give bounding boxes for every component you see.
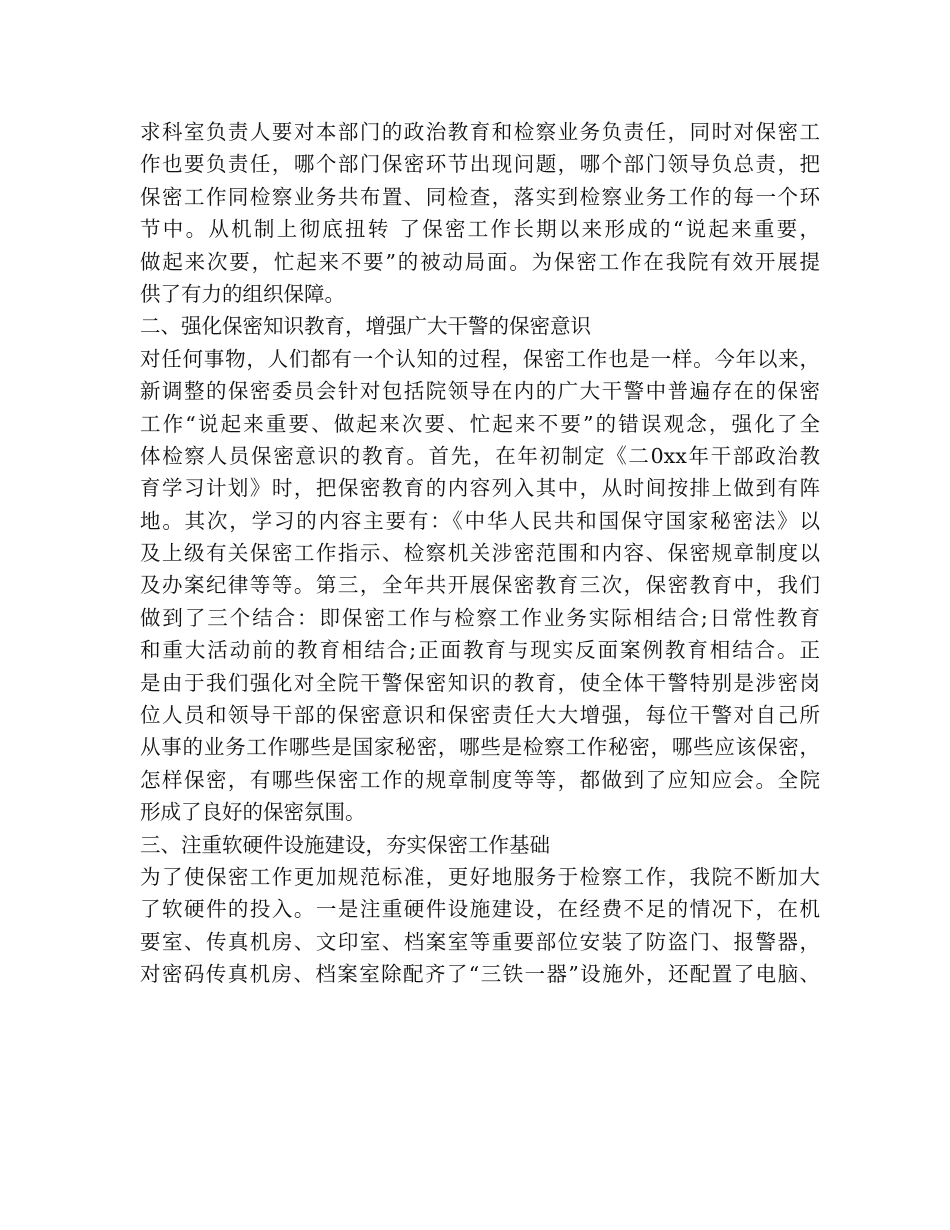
text-line-1: 求科室负责人要对本部门的政治教育和检察业务负责任，同时对保密工: [140, 120, 820, 144]
text-line-21: 怎样保密，有哪些保密工作的规章制度等等，都做到了应知应会。全院: [140, 767, 820, 792]
text-line-3: 保密工作同检察业务共布置、同检查，落实到检察业务工作的每一个环: [140, 184, 820, 209]
text-line-11: 体检察人员保密意识的教育。首先，在年初制定《二0xx年干部政治教: [140, 443, 820, 468]
text-line-26: 要室、传真机房、文印室、档案室等重要部位安装了防盗门、报警器，: [140, 929, 820, 954]
text-line-12: 育学习计划》时，把保密教育的内容列入其中，从时间按排上做到有阵: [140, 476, 820, 501]
text-line-4: 节中。从机制上彻底扭转 了保密工作长期以来形成的“说起来重要，: [140, 217, 820, 242]
text-line-2: 作也要负责任，哪个部门保密环节出现问题，哪个部门领导负总责，把: [140, 152, 820, 177]
text-line-27: 对密码传真机房、档案室除配齐了“三铁一器”设施外，还配置了电脑、: [140, 962, 820, 987]
text-line-13: 地。其次，学习的内容主要有：《中华人民共和国保守国家秘密法》以: [140, 508, 820, 533]
text-line-24: 为了使保密工作更加规范标准，更好地服务于检察工作，我院不断加大: [140, 864, 820, 889]
text-line-18: 是由于我们强化对全院干警保密知识的教育，使全体干警特别是涉密岗: [140, 670, 820, 695]
text-line-6: 供了有力的组织保障。: [140, 281, 345, 306]
text-line-25: 了软硬件的投入。一是注重硬件设施建设，在经费不足的情况下，在机: [140, 897, 820, 922]
text-line-15: 及办案纪律等等。第三，全年共开展保密教育三次，保密教育中，我们: [140, 573, 820, 598]
section-heading-2: 二、强化保密知识教育，增强广大干警的保密意识: [140, 314, 591, 339]
text-line-10: 工作“说起来重要、做起来次要、忙起来不要”的错误观念，强化了全: [140, 411, 820, 436]
text-line-22: 形成了良好的保密氛围。: [140, 800, 366, 825]
text-line-16: 做到了三个结合：即保密工作与检察工作业务实际相结合;日常性教育: [140, 605, 820, 630]
text-line-17: 和重大活动前的教育相结合;正面教育与现实反面案例教育相结合。正: [140, 638, 820, 663]
text-line-19: 位人员和领导干部的保密意识和保密责任大大增强，每位干警对自己所: [140, 703, 820, 728]
text-line-14: 及上级有关保密工作指示、检察机关涉密范围和内容、保密规章制度以: [140, 541, 820, 566]
text-line-5: 做起来次要，忙起来不要”的被动局面。为保密工作在我院有效开展提: [140, 249, 820, 274]
document-body: [140, 116, 820, 991]
text-line-8: 对任何事物，人们都有一个认知的过程，保密工作也是一样。今年以来，: [140, 346, 820, 371]
section-heading-3: 三、注重软硬件设施建设，夯实保密工作基础: [140, 832, 550, 857]
text-line-20: 从事的业务工作哪些是国家秘密，哪些是检察工作秘密，哪些应该保密，: [140, 735, 820, 760]
text-line-9: 新调整的保密委员会针对包括院领导在内的广大干警中普遍存在的保密: [140, 379, 820, 404]
